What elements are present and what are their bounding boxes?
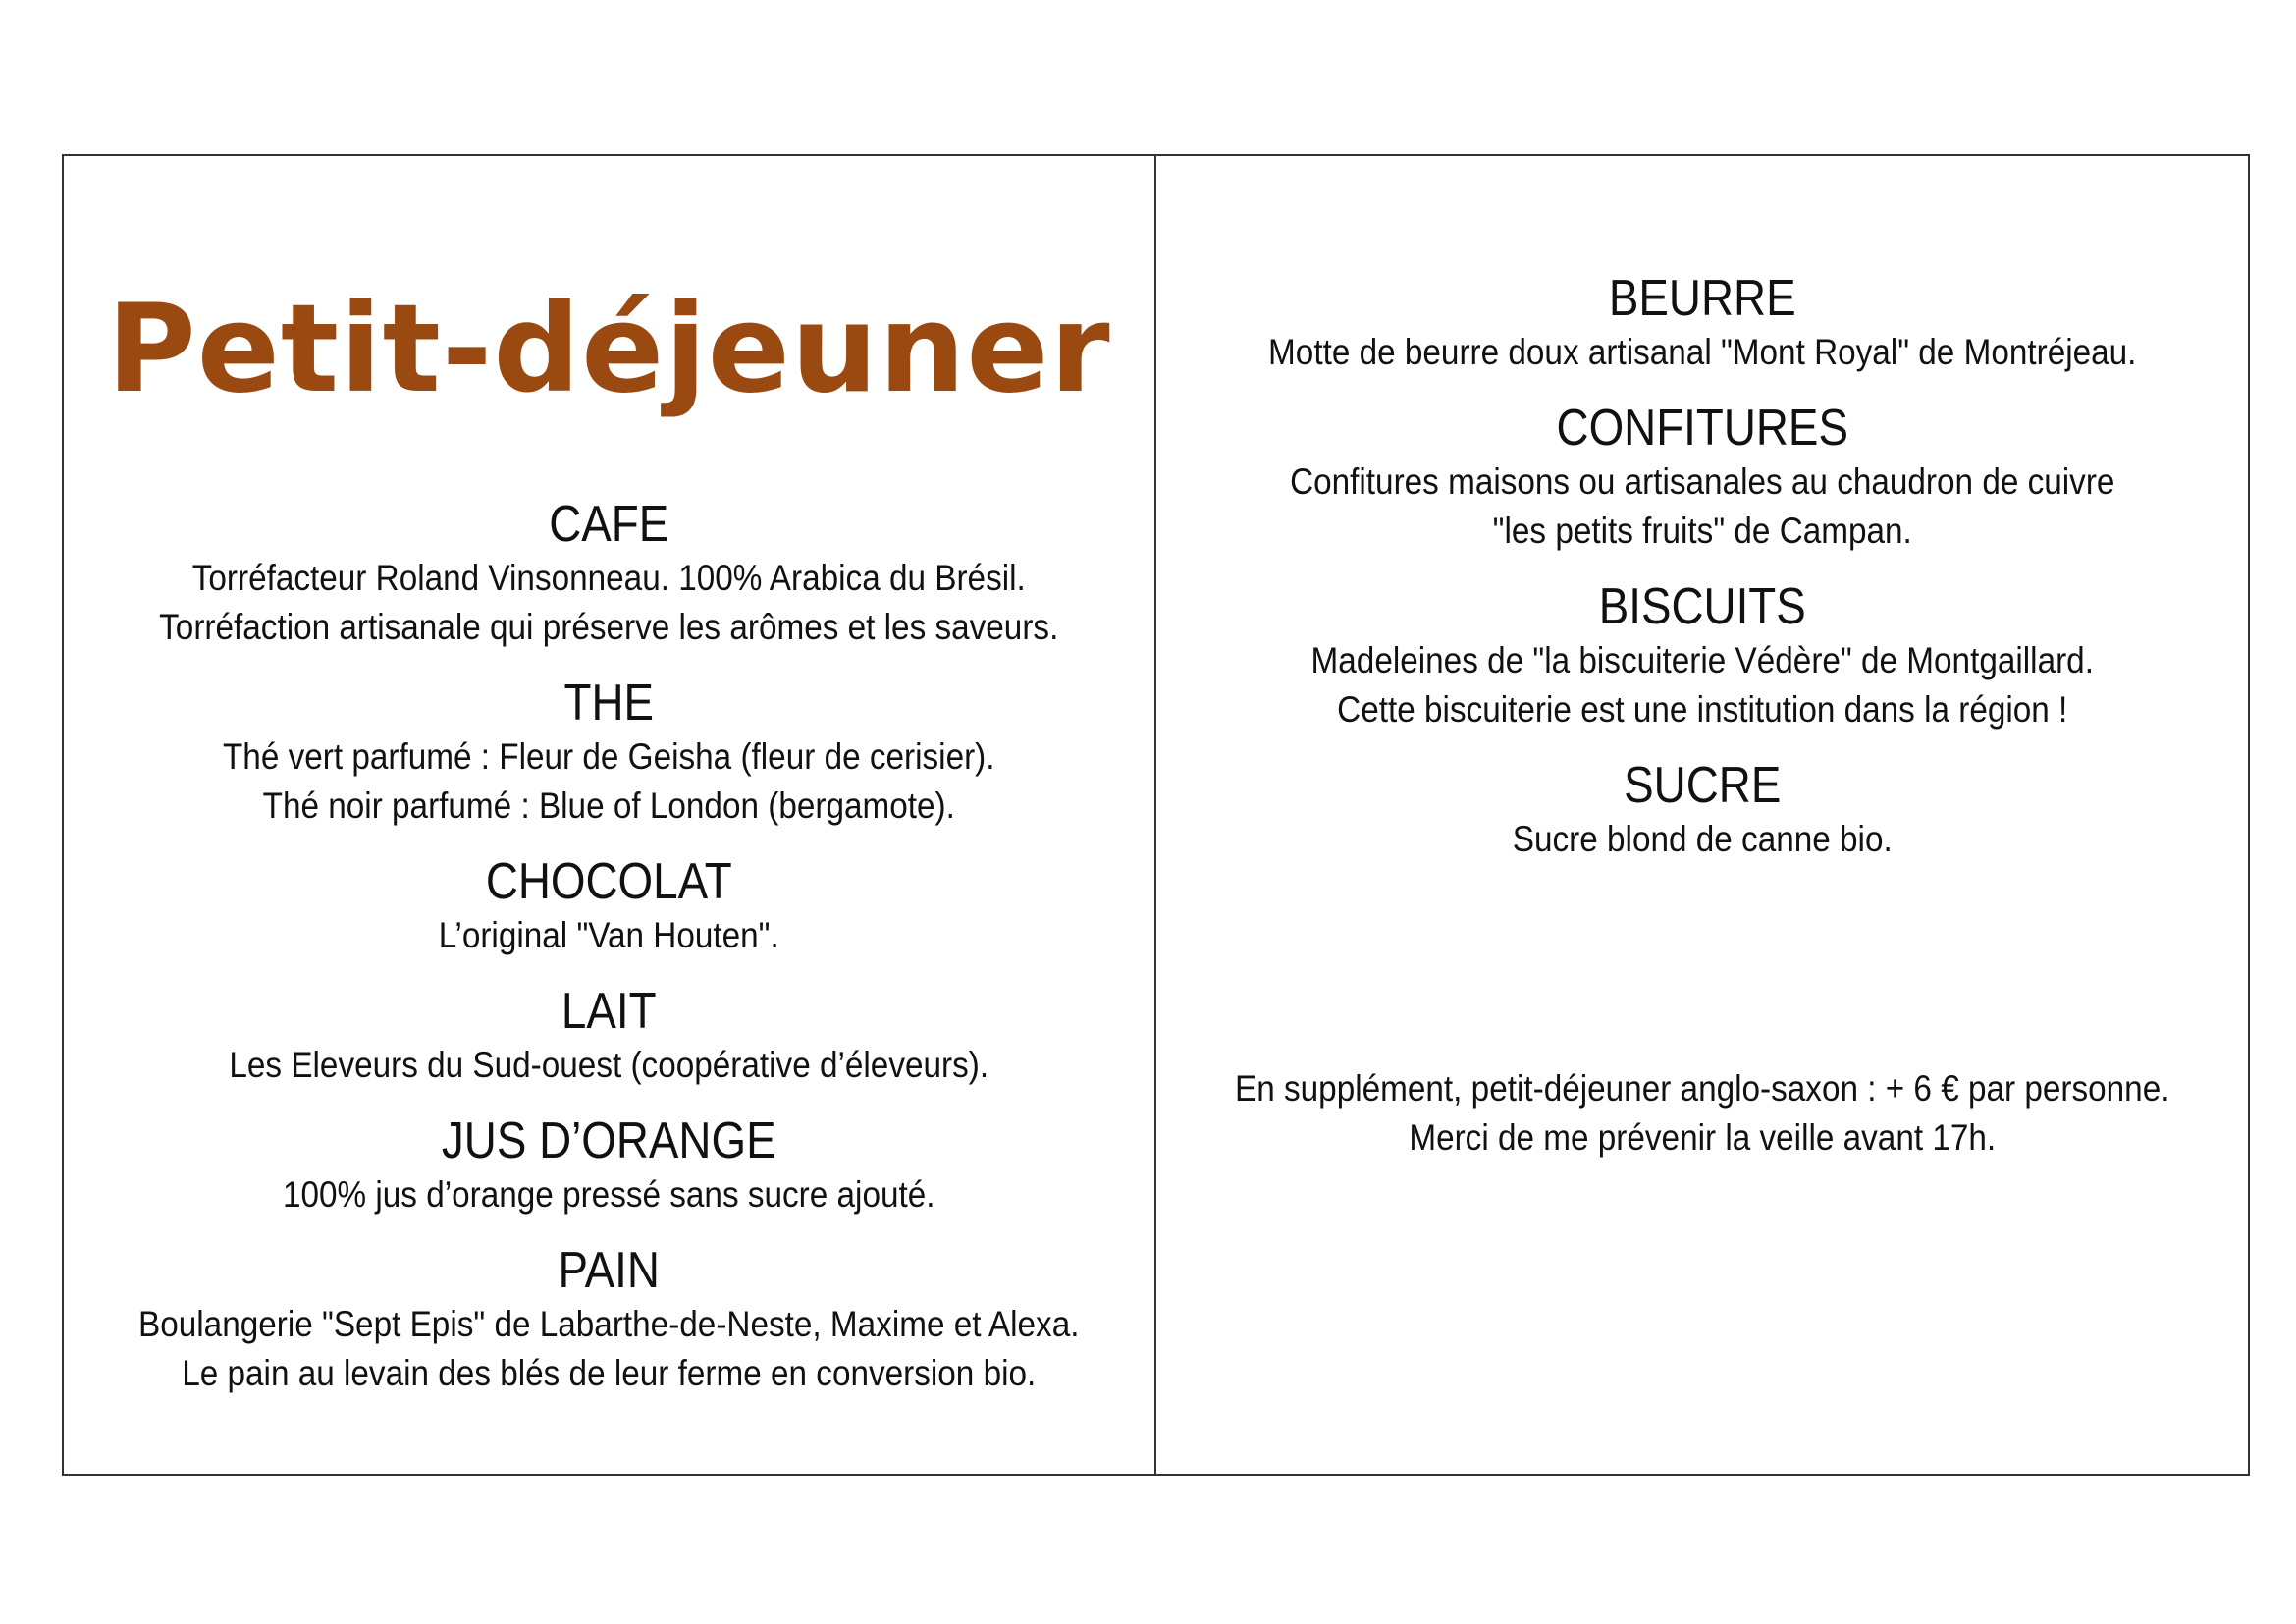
section-heading: SUCRE [1623, 757, 1781, 814]
section-confitures [1156, 399, 2249, 556]
section-line: Les Eleveurs du Sud-ouest (coopérative d’éleveurs). [229, 1045, 989, 1085]
section-line: "les petits fruits" de Campan. [1492, 511, 1912, 551]
section-beurre [1156, 269, 2249, 377]
section-heading: BISCUITS [1598, 578, 1806, 635]
section-heading: LAIT [561, 983, 657, 1040]
section-heading: CONFITURES [1556, 400, 1848, 457]
left-sections [64, 495, 1154, 1420]
section-lait [64, 982, 1154, 1090]
section-heading: CHOCOLAT [485, 853, 732, 910]
section-sucre [1156, 756, 2249, 864]
section-the [64, 674, 1154, 831]
section-line: Madeleines de "la biscuiterie Védère" de Montgaillard. [1310, 640, 2094, 680]
section-biscuits [1156, 577, 2249, 734]
section-heading: PAIN [558, 1242, 660, 1299]
section-heading: JUS D’ORANGE [441, 1112, 776, 1169]
section-line: Confitures maisons ou artisanales au chaudron de cuivre [1289, 461, 2114, 502]
section-heading: CAFE [549, 496, 669, 553]
supplement-line: Merci de me prévenir la veille avant 17h. [1408, 1117, 1996, 1158]
left-panel [64, 156, 1156, 1474]
section-chocolat [64, 852, 1154, 960]
menu-title: Petit-déjeuner [106, 279, 1111, 420]
section-jus-orange [64, 1111, 1154, 1219]
section-pain [64, 1241, 1154, 1398]
section-line: Torréfaction artisanale qui préserve les arômes et les saveurs. [159, 607, 1059, 647]
menu-sheet [62, 154, 2250, 1476]
section-heading: BEURRE [1608, 270, 1796, 327]
section-line: L’original "Van Houten". [438, 915, 779, 955]
section-cafe [64, 495, 1154, 652]
section-line: Torréfacteur Roland Vinsonneau. 100% Arabica du Brésil. [191, 558, 1026, 598]
right-panel [1156, 156, 2249, 1474]
supplement-note [1156, 1064, 2249, 1163]
right-sections [1156, 269, 2249, 886]
section-line: Cette biscuiterie est une institution dans la région ! [1336, 689, 2067, 730]
section-line: Le pain au levain des blés de leur ferme en conversion bio. [182, 1353, 1037, 1393]
supplement-line: En supplément, petit-déjeuner anglo-saxon : + 6 € par personne. [1234, 1068, 2169, 1109]
section-heading: THE [563, 675, 655, 731]
section-line: Boulangerie "Sept Epis" de Labarthe-de-Neste, Maxime et Alexa. [138, 1304, 1080, 1344]
section-line: Thé noir parfumé : Blue of London (bergamote). [262, 785, 955, 826]
section-line: Thé vert parfumé : Fleur de Geisha (fleur de cerisier). [222, 736, 995, 777]
section-line: Motte de beurre doux artisanal "Mont Royal" de Montréjeau. [1267, 332, 2136, 372]
section-line: 100% jus d’orange pressé sans sucre ajouté. [282, 1174, 935, 1215]
section-line: Sucre blond de canne bio. [1512, 819, 1893, 859]
